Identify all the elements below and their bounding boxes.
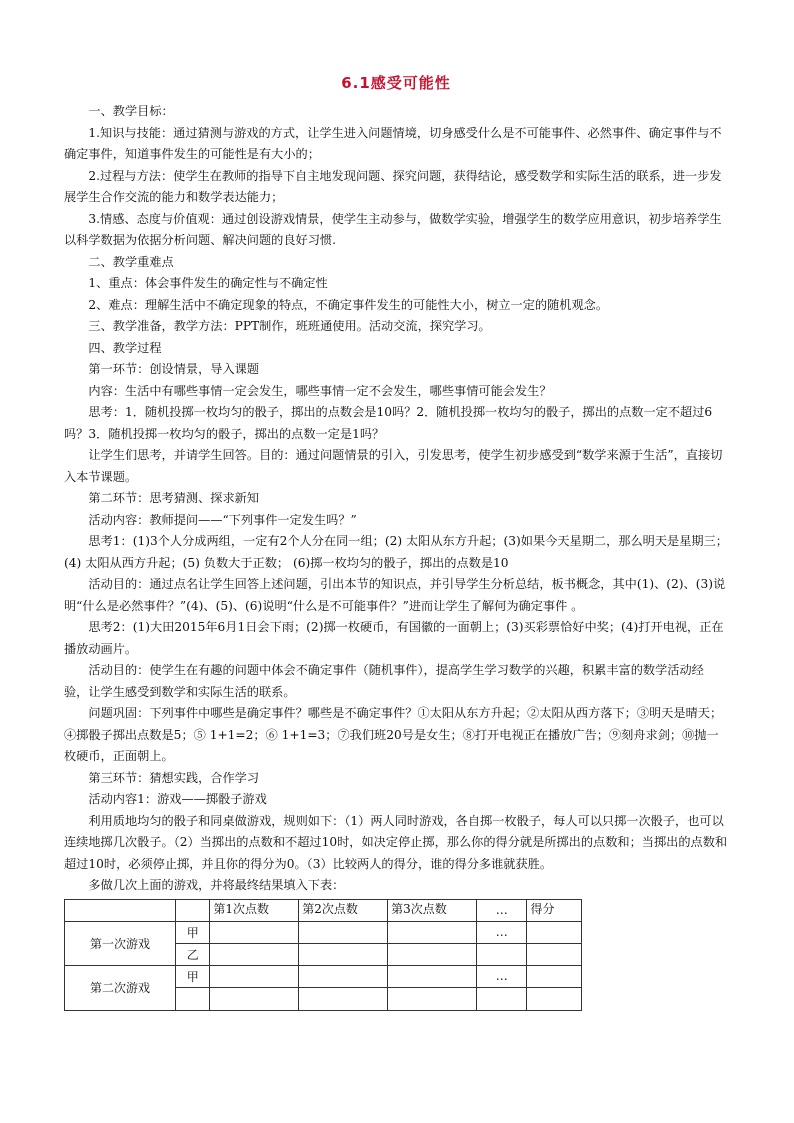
game-label-cell: 第一次游戏 bbox=[65, 921, 176, 965]
paragraph: 2、难点：理解生活中不确定现象的特点，不确定事件发生的可能性大小，树立一定的随机观念。 bbox=[88, 297, 609, 312]
score-cell bbox=[527, 943, 582, 965]
player-cell bbox=[176, 988, 210, 1011]
ellipsis-cell bbox=[476, 943, 526, 965]
paragraph: 利用质地均匀的骰子和同桌做游戏，规则如下：（1）两人同时游戏，各自掷一枚骰子，每人可以只掷一次骰子，也可以连续地掷几次骰子。（2）当掷出的点数和不超过10时，如决定停止掷，那么你的得分就是所掷出的点数和；当掷出的点数和超过10时，必须停止掷，并且你的得分为0。（3）比较两人的得分，谁的得分多谁就获胜。 bbox=[64, 813, 728, 871]
table-corner-cell bbox=[65, 899, 176, 921]
score-table bbox=[64, 899, 582, 1011]
paragraph: 1.知识与技能：通过猜测与游戏的方式，让学生进入问题情境，切身感受什么是不可能事件、必然事件、确定事件与不确定事件，知道事件发生的可能性是有大小的； bbox=[64, 125, 722, 161]
score-cell bbox=[299, 921, 388, 943]
score-cell bbox=[388, 921, 477, 943]
table-header-cell: 第3次点数 bbox=[388, 899, 477, 921]
page-title: 6.1感受可能性 bbox=[341, 74, 451, 92]
score-cell bbox=[527, 965, 582, 988]
paragraph: 活动目的：通过点名让学生回答上述问题，引出本节的知识点，并引导学生分析总结，板书概念，其中(1)、(2)、(3)说明“什么是必然事件？”(4)、(5)、(6)说明“什么是不可能事件？”进而让学生了解何为确定事件 。 bbox=[64, 577, 726, 613]
paragraph: 一、教学目标： bbox=[88, 104, 174, 118]
paragraph: 四、教学过程 bbox=[88, 340, 162, 355]
player-cell: 甲 bbox=[176, 965, 210, 988]
paragraph: 内容：生活中有哪些事情一定会发生，哪些事情一定不会发生，哪些事情可能会发生？ bbox=[88, 383, 552, 398]
ellipsis-cell: … bbox=[476, 965, 526, 988]
score-cell bbox=[299, 943, 388, 965]
paragraph: 思考1：(1)3个人分成两组，一定有2个人分在同一组；(2) 太阳从东方升起；(3)如果今天星期二，那么明天是星期三；(4) 太阳从西方升起；(5) 负数大于正数； (6)掷一枚均匀的骰子，掷出的点数是10 bbox=[64, 534, 728, 570]
paragraph: 二、教学重难点 bbox=[88, 254, 174, 269]
table-header-cell: 得分 bbox=[527, 899, 582, 921]
paragraph: 问题巩固：下列事件中哪些是确定事件？哪些是不确定事件？①太阳从东方升起；②太阳从西方落下；③明天是晴天；④掷骰子掷出点数是5；⑤ 1+1=2；⑥ 1+1=3；⑦我们班20号是女生；⑧打开电视正在播放广告；⑨刻舟求剑；⑩抛一枚硬币，正面朝上。 bbox=[64, 706, 723, 763]
paragraph: 三、教学准备，教学方法：PPT制作，班班通使用。活动交流，探究学习。 bbox=[88, 319, 491, 333]
paragraph: 1、重点：体会事件发生的确定性与不确定性 bbox=[88, 276, 328, 290]
document-body bbox=[64, 101, 728, 897]
table-header-cell: 第2次点数 bbox=[299, 899, 388, 921]
table-header-row bbox=[65, 899, 582, 921]
score-cell bbox=[210, 921, 299, 943]
score-cell bbox=[527, 921, 582, 943]
score-cell bbox=[388, 965, 477, 988]
table-row bbox=[65, 921, 582, 943]
table-row bbox=[65, 965, 582, 988]
paragraph: 多做几次上面的游戏，并将最终结果填入下表： bbox=[88, 878, 345, 892]
table-header-cell: … bbox=[476, 899, 526, 921]
paragraph: 思考：1．随机投掷一枚均匀的骰子，掷出的点数会是10吗？2．随机投掷一枚均匀的骰子，掷出的点数一定不超过6吗？3．随机投掷一枚均匀的骰子，掷出的点数一定是1吗？ bbox=[64, 405, 713, 441]
paragraph: 活动目的：使学生在有趣的问题中体会不确定事件（随机事件），提高学生学习数学的兴趣，积累丰富的数学活动经验，让学生感受到数学和实际生活的联系。 bbox=[64, 663, 704, 699]
score-cell bbox=[388, 988, 477, 1011]
paragraph: 活动内容1：游戏——掷骰子游戏 bbox=[88, 792, 267, 806]
score-cell bbox=[388, 943, 477, 965]
score-cell bbox=[210, 988, 299, 1011]
ellipsis-cell: … bbox=[476, 921, 526, 943]
game-label-cell: 第二次游戏 bbox=[65, 965, 176, 1010]
paragraph: 思考2：(1)大田2015年6月1日会下雨；(2)掷一枚硬币，有国徽的一面朝上；(3)买彩票恰好中奖；(4)打开电视，正在播放动画片。 bbox=[64, 620, 724, 656]
score-cell bbox=[210, 943, 299, 965]
ellipsis-cell bbox=[476, 988, 526, 1011]
paragraph: 第二环节：思考猜测、探求新知 bbox=[88, 491, 260, 505]
paragraph: 让学生们思考，并请学生回答。目的：通过问题情景的引入，引发思考，使学生初步感受到“数学来源于生活”，直接切入本节课题。 bbox=[64, 448, 723, 484]
paragraph: 活动内容：教师提问——“下列事件一定发生吗？” bbox=[88, 512, 357, 527]
score-cell bbox=[527, 988, 582, 1011]
score-cell bbox=[299, 965, 388, 988]
paragraph: 3.情感、态度与价值观：通过创设游戏情景，使学生主动参与，做数学实验，增强学生的数学应用意识，初步培养学生以科学数据为依据分析问题、解决问题的良好习惯. bbox=[64, 211, 722, 247]
score-cell bbox=[299, 988, 388, 1011]
player-cell: 甲 bbox=[176, 921, 210, 943]
score-cell bbox=[210, 965, 299, 988]
paragraph: 第一环节：创设情景，导入课题 bbox=[88, 362, 260, 376]
paragraph: 2.过程与方法：使学生在教师的指导下自主地发现问题、探究问题，获得结论，感受数学和实际生活的联系，进一步发展学生合作交流的能力和数学表达能力； bbox=[64, 168, 722, 204]
paragraph: 第三环节：猜想实践，合作学习 bbox=[88, 770, 260, 785]
player-cell: 乙 bbox=[176, 943, 210, 965]
table-header-cell: 第1次点数 bbox=[210, 899, 299, 921]
table-corner-cell bbox=[176, 899, 210, 921]
document-page bbox=[64, 72, 728, 1011]
